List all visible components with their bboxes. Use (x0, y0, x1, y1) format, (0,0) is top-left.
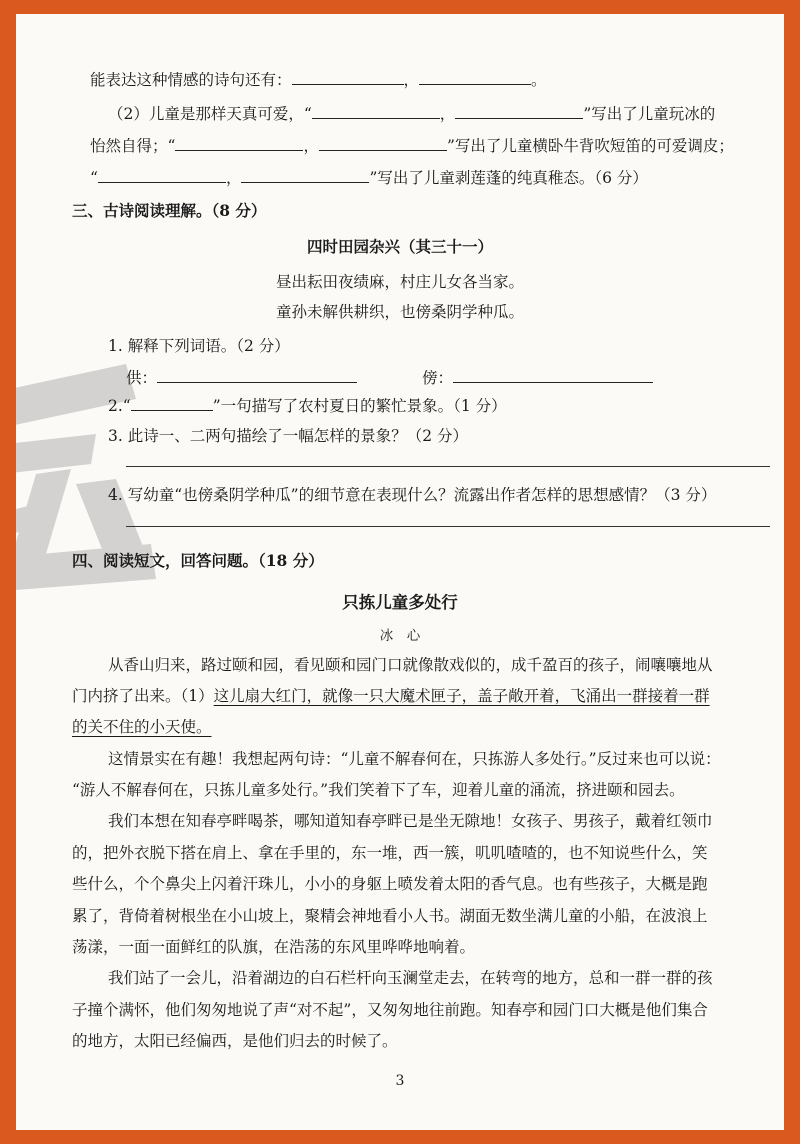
p3-line2: 的，把外衣脱下搭在肩上、拿在手里的，东一堆，西一簇，叽叽喳喳的，也不知说些什么，笑 (72, 844, 708, 862)
p3-line3: 些什么，个个鼻尖上闪着汗珠儿，小小的身躯上喷发着太阳的香气息。也有些孩子，大概是跑 (72, 875, 708, 893)
question-1: 1. 解释下列词语。（2 分） (108, 337, 290, 355)
p2-line1: 这情景实在有趣！我想起两句诗：“儿童不解春何在，只拣游人多处行。”反过来也可以说： (108, 750, 721, 768)
s2-line3-sep: ， (303, 137, 319, 155)
answer-blank[interactable] (241, 166, 369, 183)
poem-line-1: 昼出耘田夜绩麻，村庄儿女各当家。 (275, 273, 524, 291)
s2-line1-end: 。 (531, 71, 547, 89)
answer-blank[interactable] (319, 134, 447, 151)
answer-blank[interactable] (419, 68, 531, 85)
p1-line3: 的关不住的小天使。 (72, 718, 212, 736)
q2-prefix: 2.“ (108, 397, 131, 415)
s2-line3-suffix: ”写出了儿童横卧牛背吹短笛的可爱调皮； (446, 137, 734, 155)
q1-word-1-label: 供： (126, 369, 158, 387)
answer-blank[interactable] (455, 102, 583, 119)
s2-line4-prefix: “ (90, 169, 98, 187)
page-number: 3 (395, 1073, 405, 1089)
s2-line1-sep: ， (403, 71, 420, 89)
s2-line2-sep: ， (439, 105, 456, 123)
s2-line2-prefix: （2）儿童是那样天真可爱，“ (108, 105, 312, 123)
poem-title: 四时田园杂兴（其三十一） (306, 237, 493, 256)
section4-heading: 四、阅读短文，回答问题。（18 分） (72, 551, 324, 570)
question-2 (108, 394, 507, 417)
s2-line2 (108, 102, 715, 125)
s2-line3 (90, 134, 734, 157)
p4-line2: 子撞个满怀，他们匆匆地说了声“对不起”，又匆匆地往前跑。知春亭和园门口大概是他们集合 (72, 1001, 708, 1019)
answer-blank[interactable] (175, 134, 303, 151)
question-4: 4. 写幼童“也傍桑阴学种瓜”的细节意在表现什么？流露出作者怎样的思想感情？（3 分） (108, 486, 717, 504)
poem-line-2: 童孙未解供耕织，也傍桑阴学种瓜。 (275, 303, 524, 321)
answer-blank[interactable] (131, 394, 213, 411)
s2-line4-suffix: ”写出了儿童剥莲蓬的纯真稚态。（6 分） (369, 169, 648, 187)
question-3: 3. 此诗一、二两句描绘了一幅怎样的景象？（2 分） (108, 427, 469, 445)
p4-line1: 我们站了一会儿，沿着湖边的白石栏杆向玉澜堂走去，在转弯的地方，总和一群一群的孩 (108, 969, 713, 987)
s2-line4-sep: ， (225, 169, 242, 187)
p1-line2 (72, 685, 710, 707)
article-author: 冰 心 (379, 628, 421, 644)
answer-blank[interactable] (312, 102, 440, 119)
p1-line1: 从香山归来，路过颐和园，看见颐和园门口就像散戏似的，成千盈百的孩子，闹嚷嚷地从 (108, 656, 713, 674)
p2-line2: “游人不解春何在，只拣儿童多处行。”我们笑着下了车，迎着儿童的涌流，挤进颐和园去。 (72, 781, 685, 799)
answer-blank[interactable] (453, 366, 653, 383)
s2-line1-prefix: 能表达这种情感的诗句还有： (90, 71, 292, 89)
s2-line4 (90, 166, 648, 189)
section3-heading: 三、古诗阅读理解。（8 分） (72, 201, 267, 220)
answer-line-q4[interactable] (126, 526, 770, 527)
answer-blank[interactable] (157, 366, 357, 383)
q2-suffix: ”一句描写了农村夏日的繁忙景象。（1 分） (212, 397, 507, 415)
p3-line1: 我们本想在知春亭畔喝茶，哪知道知春亭畔已是坐无隙地！女孩子、男孩子，戴着红领巾 (108, 812, 713, 830)
p4-line3: 的地方，太阳已经偏西，是他们归去的时候了。 (72, 1032, 398, 1050)
article-title: 只拣儿童多处行 (342, 593, 458, 612)
q1-word-1 (126, 366, 357, 389)
p3-line5: 荡漾，一面一面鲜红的队旗，在浩荡的东风里哗哗地响着。 (72, 938, 476, 956)
q1-word-2-label: 傍： (422, 369, 454, 387)
p3-line4: 累了，背倚着树根坐在小山坡上，聚精会神地看小人书。湖面无数坐满儿童的小船，在波浪上 (72, 907, 708, 925)
answer-blank[interactable] (98, 166, 226, 183)
p1-line2-plain: 门内挤了出来。（1） (72, 687, 214, 705)
s2-line1 (90, 68, 547, 91)
q1-word-2 (422, 366, 653, 389)
document-page (16, 14, 784, 1130)
answer-blank[interactable] (292, 68, 404, 85)
answer-line-q3[interactable] (126, 466, 770, 467)
s2-line2-suffix: ”写出了儿童玩冰的 (583, 105, 716, 123)
p1-line2-underlined: 这儿扇大红门，就像一只大魔术匣子，盖子敞开着，飞涌出一群接着一群 (213, 687, 710, 705)
s2-line3-prefix: 怡然自得；“ (90, 137, 176, 155)
